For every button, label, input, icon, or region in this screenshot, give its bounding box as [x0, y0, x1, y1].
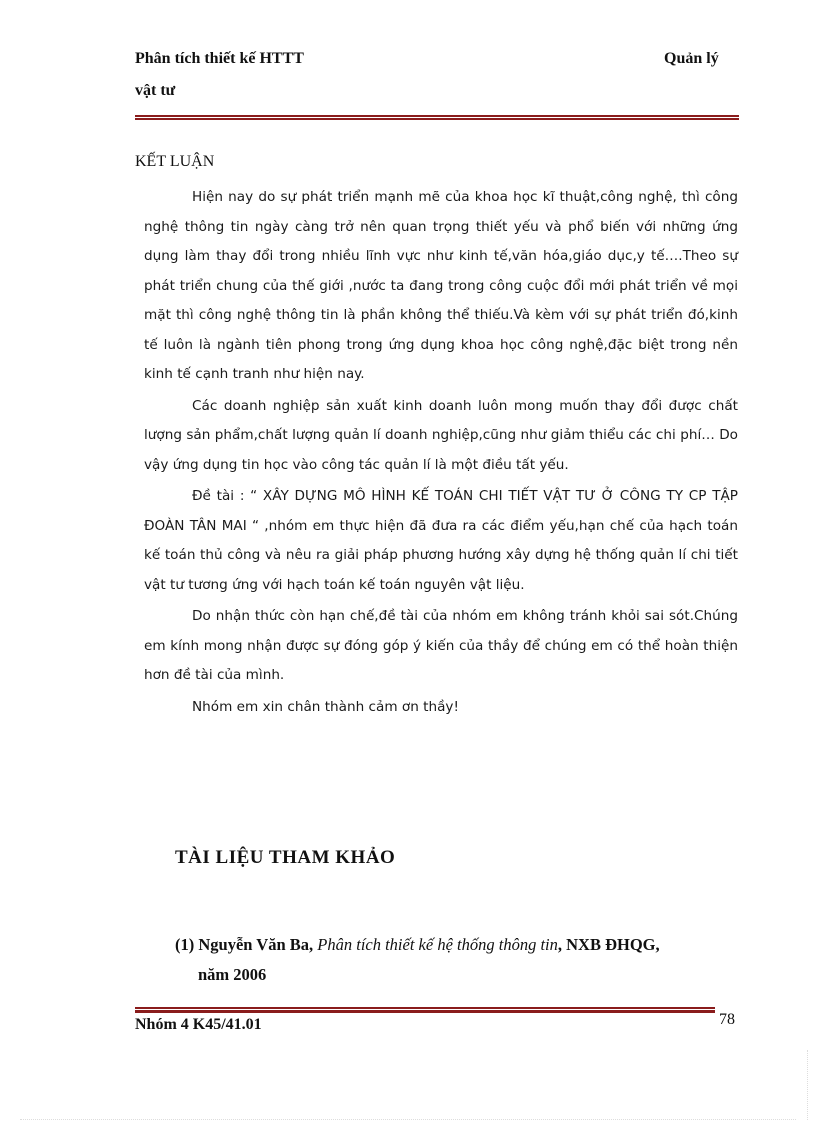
page-number: 78	[719, 1011, 735, 1028]
reference-year: năm 2006	[198, 965, 267, 984]
paragraph: Đề tài : “ XÂY DỰNG MÔ HÌNH KẾ TOÁN CHI TIẾT VẬT TƯ Ở CÔNG TY CP TẬP ĐOÀN TÂN MAI “ ,nhóm em thực hiện đã đưa ra các điểm yếu,hạn chế của hạch toán kế toán thủ công và nêu ra giải pháp phương hướng xây dựng hệ thống quản lí chi tiết vật tư tương ứng với hạch toán kế toán nguyên vật liệu.	[144, 488, 738, 593]
header-right-label: Quản lý	[664, 50, 719, 67]
header-rule-bottom	[135, 118, 739, 120]
reference-publisher: , NXB ĐHQG,	[557, 935, 660, 954]
body-text	[144, 183, 738, 724]
reference-title: Phân tích thiết kế hệ thống thông tin	[317, 935, 558, 954]
section-title: KẾT LUẬN	[135, 153, 215, 170]
header-title-continuation: vật tư	[135, 82, 176, 99]
footer-rule-top	[135, 1007, 715, 1009]
footer-rule-bottom	[135, 1010, 715, 1013]
paragraph: Do nhận thức còn hạn chế,đề tài của nhóm em không tránh khỏi sai sót.Chúng em kính mong nhận được sự đóng góp ý kiến của thầy để chúng em có thể hoàn thiện hơn đề tài của mình.	[144, 608, 738, 683]
header-title: Phân tích thiết kế HTTT	[135, 50, 304, 67]
header-rule-top	[135, 115, 739, 117]
reference-number: (1)	[175, 935, 195, 954]
paragraph: Nhóm em xin chân thành cảm ơn thầy!	[192, 698, 459, 715]
reference-item	[175, 930, 735, 990]
reference-author: Nguyễn Văn Ba,	[198, 935, 314, 954]
references-title: TÀI LIỆU THAM KHẢO	[175, 847, 396, 868]
paragraph: Các doanh nghiệp sản xuất kinh doanh luôn mong muốn thay đổi được chất lượng sản phẩm,chất lượng quản lí doanh nghiệp,cũng như giảm thiểu các chi phí… Do vậy ứng dụng tin học vào công tác quản lí là một điều tất yếu.	[144, 397, 738, 473]
page-edge-dotted-right	[807, 1050, 808, 1120]
page-edge-dotted	[20, 1119, 796, 1120]
footer-group-label: Nhóm 4 K45/41.01	[135, 1016, 262, 1033]
paragraph: Hiện nay do sự phát triển mạnh mẽ của khoa học kĩ thuật,công nghệ, thì công nghệ thông tin ngày càng trở nên quan trọng thiết yếu và phổ biến với những ứng dụng làm thay đổi trong nhiều lĩnh vực như kinh tế,văn hóa,giáo dục,y tế….Theo sự phát triển chung của thế giới ,nước ta đang trong công cuộc đổi mới phát triển về mọi mặt thì công nghệ thông tin là phần không thể thiếu.Và kèm với sự phát triển đó,kinh tế luôn là ngành tiên phong trong ứng dụng khoa học công nghệ,đặc biệt trong nền kinh tế cạnh tranh như hiện nay.	[144, 189, 738, 382]
